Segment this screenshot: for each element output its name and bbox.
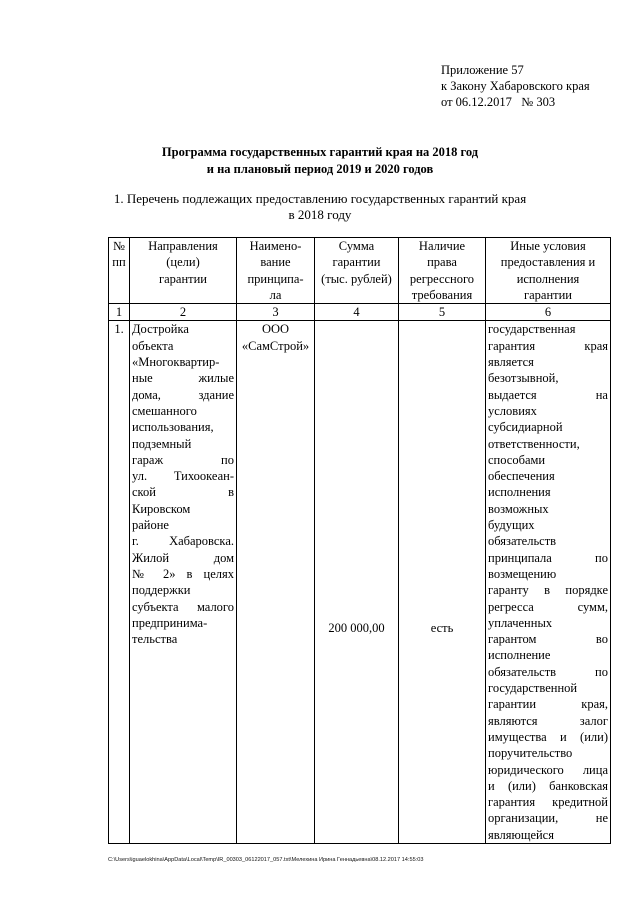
cell-line: имущества и (или) bbox=[488, 729, 608, 744]
guarantee-sum: 200 000,00 bbox=[315, 321, 399, 844]
section-heading bbox=[0, 191, 640, 223]
cell-line: № bbox=[113, 239, 125, 253]
cell-line: гараж по bbox=[132, 452, 234, 467]
cell-line: гарантии bbox=[523, 287, 572, 302]
cell-line: регрессного bbox=[409, 271, 475, 286]
cell-line: гарантии bbox=[332, 255, 381, 270]
cell-line: Жилой дом bbox=[132, 550, 234, 565]
table-header-row bbox=[109, 238, 611, 304]
cell-line: права bbox=[427, 255, 457, 270]
header-cell-conditions bbox=[486, 238, 611, 304]
subtitle-line-1: 1. Перечень подлежащих предоставлению государственных гарантий края bbox=[113, 191, 527, 206]
column-number: 4 bbox=[315, 304, 399, 321]
cell-line: гаранту в порядке bbox=[488, 583, 608, 598]
cell-line: безотзывной, bbox=[488, 371, 559, 386]
appendix-line-3: от 06.12.2017 № 303 bbox=[441, 95, 556, 109]
title-line-2: и на плановый период 2019 и 2020 годов bbox=[206, 162, 434, 176]
column-number: 5 bbox=[399, 304, 486, 321]
cell-line: являются залог bbox=[488, 713, 608, 728]
cell-line: гарантия края bbox=[488, 338, 608, 353]
appendix-line-1: Приложение 57 bbox=[441, 63, 524, 77]
cell-line: поручительство bbox=[488, 746, 573, 761]
cell-line: вание bbox=[260, 255, 291, 270]
cell-line: ул. Тихоокеан- bbox=[132, 469, 234, 484]
cell-line: подземный bbox=[132, 436, 192, 451]
cell-line: принципала по bbox=[488, 550, 608, 565]
cell-line: г. Хабаровска. bbox=[132, 534, 234, 549]
cell-line: и (или) банковская bbox=[488, 778, 608, 793]
column-number-row bbox=[109, 304, 611, 321]
cell-line: требования bbox=[411, 287, 473, 302]
cell-line: организации, не bbox=[488, 811, 608, 826]
appendix-line-2: к Закону Хабаровского края bbox=[441, 79, 590, 93]
file-path-footer: C:\Users\iguaelokhina\AppData\Local\Temp\IR_00303_06122017_057.txt\Мелехина Ирина Геннадьевна\08.12.2017 14:55:03 bbox=[108, 857, 424, 863]
cell-line: является bbox=[488, 355, 534, 370]
cell-line: (цели) bbox=[166, 255, 200, 270]
regress-right: есть bbox=[399, 321, 486, 844]
cell-line: «СамСтрой» bbox=[241, 338, 310, 353]
column-number: 3 bbox=[237, 304, 315, 321]
guarantees-table bbox=[108, 237, 611, 844]
cell-line: юридического лица bbox=[488, 762, 608, 777]
cell-line: Наимено- bbox=[249, 239, 302, 253]
cell-line: исполнения bbox=[488, 485, 551, 500]
cell-line: тельства bbox=[132, 632, 178, 647]
cell-line: ные жилые bbox=[132, 371, 234, 386]
header-cell-sum bbox=[315, 238, 399, 304]
guarantee-conditions bbox=[486, 321, 611, 844]
header-cell-direction bbox=[130, 238, 237, 304]
cell-line: исполнение bbox=[488, 648, 551, 663]
cell-line: возможных bbox=[488, 501, 549, 516]
cell-line: ла bbox=[269, 287, 282, 302]
column-number: 1 bbox=[109, 304, 130, 321]
title-line-1: Программа государственных гарантий края на 2018 год bbox=[161, 145, 479, 159]
cell-line: обязательств bbox=[488, 534, 557, 549]
guarantee-direction bbox=[130, 321, 237, 844]
cell-line: пп bbox=[112, 255, 126, 270]
appendix-block bbox=[441, 62, 590, 110]
cell-line: ской в bbox=[132, 485, 234, 500]
subtitle-line-2: в 2018 году bbox=[288, 207, 352, 222]
cell-line: условиях bbox=[488, 403, 537, 418]
cell-line: будущих bbox=[488, 518, 535, 533]
cell-line: субъекта малого bbox=[132, 599, 234, 614]
cell-line: регресса сумм, bbox=[488, 599, 608, 614]
cell-line: объекта bbox=[132, 338, 174, 353]
cell-line: способами bbox=[488, 452, 546, 467]
column-number: 6 bbox=[486, 304, 611, 321]
cell-line: ООО bbox=[261, 322, 290, 337]
table-row bbox=[109, 321, 611, 844]
cell-line: ответственности, bbox=[488, 436, 580, 451]
cell-line: гарантии bbox=[158, 271, 207, 286]
header-cell-regress bbox=[399, 238, 486, 304]
cell-line: использования, bbox=[132, 420, 214, 435]
cell-line: гарантом во bbox=[488, 632, 608, 647]
cell-line: государственная bbox=[488, 322, 576, 337]
cell-line: возмещению bbox=[488, 566, 557, 581]
cell-line: Наличие bbox=[418, 239, 466, 253]
cell-line: исполнения bbox=[516, 271, 580, 286]
cell-line: Иные условия bbox=[510, 239, 586, 253]
cell-line: дома, здание bbox=[132, 387, 234, 402]
cell-line: уплаченных bbox=[488, 615, 553, 630]
principal-name bbox=[237, 321, 315, 844]
cell-line: смешанного bbox=[132, 403, 197, 418]
cell-line: «Многоквартир- bbox=[132, 355, 220, 370]
cell-line: поддержки bbox=[132, 583, 191, 598]
row-number: 1. bbox=[109, 321, 130, 844]
header-cell-number bbox=[109, 238, 130, 304]
document-title bbox=[0, 144, 640, 178]
cell-line: предпринима- bbox=[132, 615, 208, 630]
cell-line: выдается на bbox=[488, 387, 608, 402]
column-number: 2 bbox=[130, 304, 237, 321]
cell-line: Достройка bbox=[132, 322, 189, 337]
cell-line: обязательств по bbox=[488, 664, 608, 679]
header-cell-principal bbox=[237, 238, 315, 304]
cell-line: Сумма bbox=[338, 239, 375, 253]
cell-line: Направления bbox=[148, 239, 218, 253]
cell-line: Кировском bbox=[132, 501, 191, 516]
cell-line: гарантия кредитной bbox=[488, 795, 608, 810]
cell-line: принципа- bbox=[247, 271, 304, 286]
cell-line: предоставления и bbox=[500, 255, 596, 270]
cell-line: районе bbox=[132, 518, 169, 533]
cell-line: (тыс. рублей) bbox=[321, 271, 392, 286]
cell-line: № 2» в целях bbox=[132, 566, 234, 581]
cell-line: субсидиарной bbox=[488, 420, 563, 435]
cell-line: обеспечения bbox=[488, 469, 555, 484]
cell-line: государственной bbox=[488, 681, 578, 696]
cell-line: являющейся bbox=[488, 827, 554, 842]
cell-line: гарантии края, bbox=[488, 697, 608, 712]
